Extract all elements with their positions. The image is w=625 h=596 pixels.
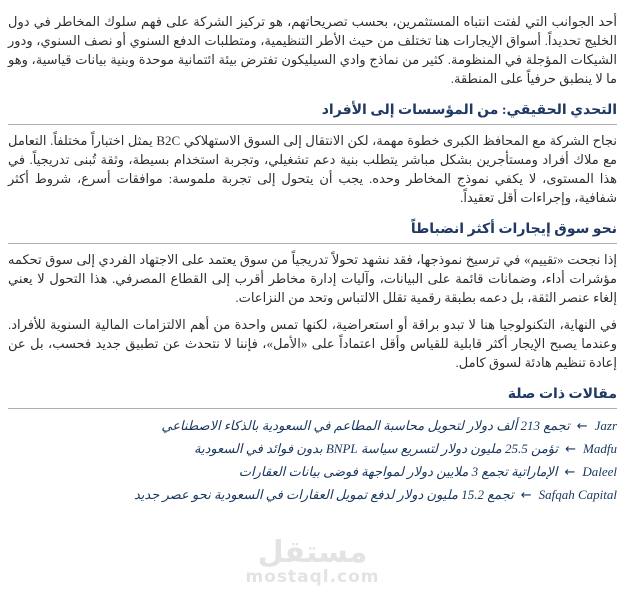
related-article-item[interactable] (8, 438, 617, 461)
article-title: تؤمن 25.5 مليون دولار لتسريع سياسة BNPL بدون فوائد في السعودية (194, 441, 559, 456)
intro-paragraph: أحد الجوانب التي لفتت انتباه المستثمرين، بحسب تصريحاتهم، هو تركيز الشركة على فهم سلوك المخاطر في دول الخليج تحديداً. أسواق الإيجارات هنا تختلف من حيث الأطر التنظيمية، ومتطلبات الدفع السنوي أو نصف السنوي، ودور الشيكات المؤجلة في المنظومة. كثير من نماذج وادي السيليكون تفترض بيئة ائتمانية موحدة وبنية بيانات قياسية، وهو ما لا ينطبق حرفياً على المنطقة. (8, 14, 617, 86)
left-arrow-icon: ← (520, 488, 532, 503)
article-title: الإماراتية تجمع 3 ملايين دولار لمواجهة فوضى بيانات العقارات (238, 464, 558, 479)
article-source-name: Madfu (583, 441, 617, 456)
section-divider (8, 243, 617, 244)
paragraph-conclusion: في النهاية، التكنولوجيا هنا لا تبدو براقة أو استعراضية، لكنها تمس واحدة من أهم الالتزامات المالية السنوية للأفراد. وعندما يصبح الإيجار أكثر قابلية للقياس وأقل اعتماداً على «الأمل»، فإننا لا نتحدث عن تطبيق جديد فحسب، بل عن إعادة تنظيم هادئة لسوق كامل. (8, 317, 618, 370)
related-article-item[interactable] (8, 484, 617, 507)
article-source-name: Jazr (594, 418, 617, 433)
article-title: تجمع 213 ألف دولار لتحويل محاسبة المطاعم في السعودية بالذكاء الاصطناعي (161, 418, 570, 433)
mostaql-logo: مستقل (257, 535, 368, 570)
left-arrow-icon: ← (564, 465, 576, 480)
related-article-item[interactable] (8, 461, 617, 484)
article-title: تجمع 15.2 مليون دولار لدفع تمويل العقارات في السعودية نحو عصر جديد (133, 487, 514, 502)
paragraph-b2c-transition: نجاح الشركة مع المحافظ الكبرى خطوة مهمة، لكن الانتقال إلى السوق الاستهلاكي B2C يمثل اختباراً مختلفاً. التعامل مع ملاك أفراد ومستأجرين بشكل مباشر يتطلب بنية دعم تشغيلي، وتجربة استخدام بسيطة، وثقة تُبنى تدريجياً. في هذا المستوى، لا يكفي نموذج المخاطر وحده. يجب أن يتحول إلى تجربة ملموسة: موافقات أسرع، شروط أكثر شفافية، وإجراءات أقل تعقيداً. (8, 133, 617, 205)
heading-related-articles: مقالات ذات صلة (507, 387, 617, 402)
related-article-item[interactable] (8, 415, 617, 438)
left-arrow-icon: ← (576, 419, 588, 434)
left-arrow-icon: ← (565, 442, 577, 457)
paragraph-market-shift: إذا نجحت «تقييم» في ترسيخ نموذجها، فقد نشهد تحولاً تدريجياً من سوق يعتمد على الاجتهاد الفردي إلى سوق تحكمه مؤشرات أداء، وضمانات قائمة على البيانات، وآليات إدارة مخاطر أقرب إلى القطاع المصرفي. هذا التحول لا يعني إلغاء عنصر الثقة، بل دعمه بطبقة رقمية تقلل الالتباس وتحد من النزاعات. (8, 252, 617, 305)
mostaql-domain-text: mostaql.com (245, 567, 380, 587)
section-divider (8, 124, 617, 125)
related-articles-list (8, 415, 617, 507)
section-divider (8, 408, 617, 409)
heading-real-challenge: التحدي الحقيقي: من المؤسسات إلى الأفراد (321, 103, 617, 118)
mostaql-watermark (0, 535, 625, 587)
article-source-name: Safqah Capital (538, 487, 617, 502)
heading-disciplined-market: نحو سوق إيجارات أكثر انضباطاً (410, 222, 617, 237)
article-source-name: Daleel (582, 464, 617, 479)
